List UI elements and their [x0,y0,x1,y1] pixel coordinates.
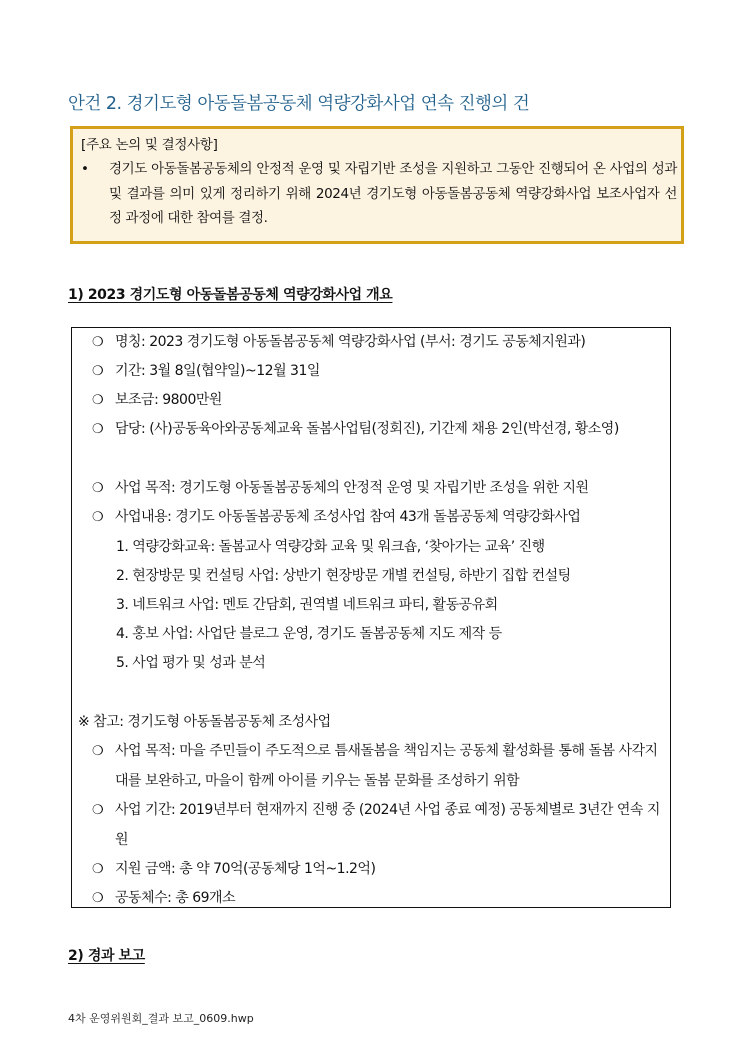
activity-item: 2. 현장방문 및 컨설팅 사업: 상반기 현장방문 개별 컨설팅, 하반기 집합 컨설팅 [116,568,571,584]
circle-bullet-icon: ❍ [92,335,104,350]
section-title-overview: 1) 2023 경기도형 아동돌봄공동체 역량강화사업 개요 [68,287,393,303]
circle-bullet-icon: ❍ [92,744,104,759]
circle-bullet-icon: ❍ [92,422,104,437]
agenda-title: 안건 2. 경기도형 아동돌봄공동체 역량강화사업 연속 진행의 건 [68,94,530,114]
circle-bullet-icon: ❍ [92,481,104,496]
overview-item-purpose: ❍ 사업 목적: 경기도형 아동돌봄공동체의 안정적 운영 및 자립기반 조성을 위한 지원 [92,474,662,504]
circle-bullet-icon: ❍ [92,510,104,525]
activity-item: 4. 홍보 사업: 사업단 블로그 운영, 경기도 돌봄공동체 지도 제작 등 [116,626,502,642]
overview-item-name: ❍ 명칭: 2023 경기도형 아동돌봄공동체 역량강화사업 (부서: 경기도 공동체지원과) [92,328,662,358]
reference-title: ※ 참고: 경기도형 아동돌봄공동체 조성사업 [78,714,331,730]
summary-item [81,157,677,231]
reference-item-count: ❍ 공동체수: 총 69개소 [92,884,662,914]
overview-box [71,327,671,908]
section-title-progress: 2) 경과 보고 [68,948,145,964]
summary-title: [주요 논의 및 결정사항] [81,137,218,153]
circle-bullet-icon: ❍ [92,364,104,379]
activity-item: 3. 네트워크 사업: 멘토 간담회, 권역별 네트워크 파티, 활동공유회 [116,597,498,613]
circle-bullet-icon: ❍ [92,862,104,877]
bullet-dot-icon: • [81,161,89,177]
decision-summary-box [70,126,684,244]
overview-item-grant: ❍ 보조금: 9800만원 [92,386,662,416]
summary-text: 경기도 아동돌봄공동체의 안정적 운영 및 자립기반 조성을 지원하고 그동안 진행되어 온 사업의 성과 및 결과를 의미 있게 정리하기 위해 2024년 경기도형 아동돌봄공동체 역량강화사업 보조사업자 선정 과정에 대한 참여를 결정. [109,161,677,226]
reference-item-period: ❍ 사업 기간: 2019년부터 현재까지 진행 중 (2024년 사업 종료 예정) 공동체별로 3년간 연속 지원 [92,796,662,855]
activity-item: 5. 사업 평가 및 성과 분석 [116,655,266,671]
circle-bullet-icon: ❍ [92,891,104,906]
reference-item-purpose: ❍ 사업 목적: 마을 주민들이 주도적으로 틈새돌봄을 책임지는 공동체 활성화를 통해 돌봄 사각지대를 보완하고, 마을이 함께 아이를 키우는 돌봄 문화를 조성하기 위함 [92,737,662,796]
activity-item: 1. 역량강화교육: 돌봄교사 역량강화 교육 및 워크숍, ‘찾아가는 교육’ 진행 [116,539,545,555]
reference-item-amount: ❍ 지원 금액: 총 약 70억(공동체당 1억~1.2억) [92,855,662,885]
overview-item-staff: ❍ 담당: (사)공동육아와공동체교육 돌봄사업팀(정회진), 기간제 채용 2인(박선경, 황소영) [92,415,662,445]
overview-item-period: ❍ 기간: 3월 8일(협약일)~12월 31일 [92,357,662,387]
overview-item-content: ❍ 사업내용: 경기도 아동돌봄공동체 조성사업 참여 43개 돌봄공동체 역량강화사업 [92,503,662,533]
circle-bullet-icon: ❍ [92,393,104,408]
circle-bullet-icon: ❍ [92,803,104,818]
document-filename: 4차 운영위원회_결과 보고_0609.hwp [68,1012,254,1025]
